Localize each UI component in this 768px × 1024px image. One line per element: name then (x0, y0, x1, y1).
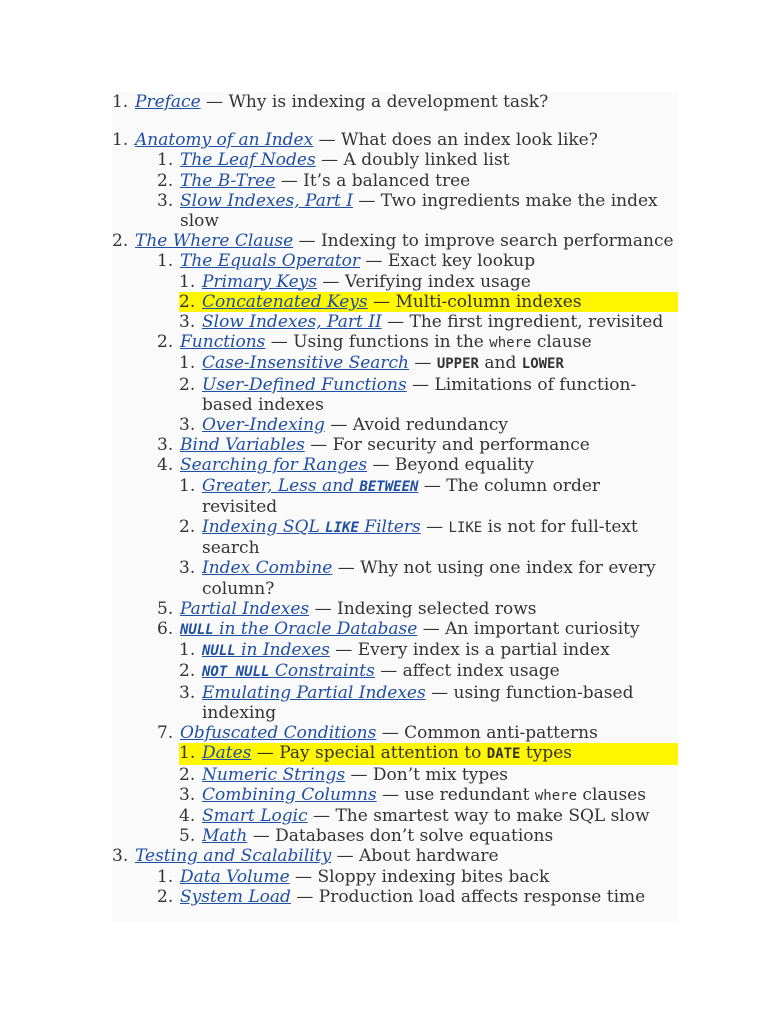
item-number: 5. (179, 826, 196, 847)
separator: — (425, 682, 454, 703)
item-number: 3. (179, 558, 196, 579)
link-text: Filters (358, 517, 421, 538)
item-description: Indexing to improve search performance (320, 231, 674, 252)
item-description-tail: types (520, 743, 572, 764)
separator: — (376, 784, 405, 805)
item-number: 3. (179, 312, 196, 333)
separator: — (304, 435, 333, 456)
item-number: 2. (157, 332, 174, 353)
link-text: in Indexes (235, 640, 330, 661)
toc-subsection (179, 353, 678, 374)
toc-subsection (179, 558, 678, 598)
separator: — (200, 92, 229, 112)
item-description: Why is indexing a development task? (228, 92, 549, 112)
toc-subsection (179, 375, 678, 415)
link-smart-logic[interactable]: Smart Logic (202, 805, 308, 826)
toc-chapter-1 (112, 130, 678, 231)
item-number: 3. (179, 415, 196, 436)
separator: — (374, 661, 403, 682)
link-preface[interactable]: Preface (135, 92, 201, 112)
subsection-list (157, 743, 678, 846)
separator: — (406, 374, 435, 395)
separator: — (317, 271, 345, 292)
item-description: Databases don’t solve equations (275, 826, 554, 847)
item-number: 7. (157, 723, 174, 744)
code-keyword: where (489, 335, 532, 352)
subsection-list (157, 272, 678, 333)
code-keyword: LIKE (325, 520, 359, 537)
toc-section (157, 150, 678, 170)
link-text: Indexing SQL (202, 517, 326, 538)
separator: — (352, 190, 381, 211)
item-description: Verifying index usage (344, 271, 531, 292)
subsection-list (157, 640, 678, 723)
code-keyword: where (534, 787, 578, 804)
separator: — (315, 150, 344, 171)
link-primary-keys[interactable]: Primary Keys (202, 271, 318, 292)
toc-subsection-highlighted (179, 743, 678, 764)
toc-item-preface (112, 92, 678, 112)
toc-section (157, 251, 678, 332)
link-math[interactable]: Math (202, 826, 248, 847)
toc-subsection (179, 312, 678, 332)
item-number: 4. (179, 805, 196, 826)
item-description: Using functions in the (293, 332, 490, 353)
link-anatomy-of-an-index[interactable]: Anatomy of an Index (135, 130, 314, 151)
item-description: Indexing selected rows (336, 598, 537, 619)
link-slow-indexes-part-i[interactable]: Slow Indexes, Part I (180, 190, 353, 211)
item-description: and (478, 353, 522, 374)
item-description: Common anti-patterns (404, 723, 598, 744)
toc-subsection (179, 476, 678, 517)
item-description: Production load affects response time (318, 886, 646, 907)
preface-list (112, 92, 678, 112)
toc-section (157, 887, 678, 907)
toc-subsection (179, 765, 678, 785)
chapter-list (112, 130, 678, 907)
link-not-null-constraints[interactable] (202, 661, 375, 681)
separator: — (381, 312, 410, 333)
item-description: The first ingredient, revisited (409, 312, 664, 333)
item-description: For security and performance (332, 435, 590, 456)
item-description: The column order revisited (202, 475, 601, 517)
link-concatenated-keys[interactable]: Concatenated Keys (202, 291, 368, 312)
link-index-combine[interactable]: Index Combine (202, 558, 333, 579)
code-keyword: NULL (180, 622, 214, 639)
link-the-where-clause[interactable]: The Where Clause (135, 231, 294, 252)
item-number: 1. (179, 353, 196, 374)
section-list (112, 150, 678, 231)
separator: — (332, 558, 361, 579)
item-number: 2. (179, 764, 196, 785)
item-number: 2. (112, 231, 129, 252)
separator: — (247, 826, 276, 847)
toc-subsection (179, 640, 678, 661)
toc-subsection (179, 806, 678, 826)
separator: — (409, 353, 437, 374)
item-description: Exact key lookup (387, 251, 536, 272)
link-functions[interactable]: Functions (180, 332, 266, 353)
separator: — (290, 886, 319, 907)
item-number: 3. (112, 846, 129, 867)
toc-section (157, 599, 678, 619)
item-description: Every index is a partial index (357, 640, 610, 661)
separator: — (329, 640, 358, 661)
item-description: It’s a balanced tree (303, 170, 471, 191)
link-bind-variables[interactable]: Bind Variables (180, 435, 305, 456)
item-number: 2. (179, 291, 196, 312)
separator: — (289, 866, 318, 887)
item-description: About hardware (359, 846, 499, 867)
toc-subsection (179, 661, 678, 682)
item-number: 1. (179, 743, 196, 764)
item-description: A doubly linked list (343, 150, 510, 171)
item-description: Avoid redundancy (352, 415, 508, 436)
toc-section (157, 191, 678, 231)
link-greater-less-between[interactable] (202, 476, 418, 496)
separator: — (367, 455, 395, 476)
item-number: 1. (112, 130, 129, 151)
item-number: 3. (157, 435, 174, 456)
subsection-list (157, 353, 678, 435)
separator: — (251, 743, 280, 764)
toc-section (157, 171, 678, 191)
code-keyword: LIKE (448, 520, 483, 537)
toc-subsection (179, 272, 678, 292)
item-number: 3. (179, 784, 196, 805)
separator: — (367, 291, 396, 312)
section-list (112, 867, 678, 907)
link-system-load[interactable]: System Load (180, 886, 291, 907)
item-description: Why not using one index for every column? (202, 558, 656, 599)
subsection-list (157, 476, 678, 599)
item-number: 2. (157, 886, 174, 907)
toc-section (157, 723, 678, 846)
link-emulating-partial-indexes[interactable]: Emulating Partial Indexes (202, 682, 426, 703)
table-of-contents (112, 92, 678, 922)
toc-section (157, 619, 678, 723)
toc-chapter-2 (112, 231, 678, 846)
link-over-indexing[interactable]: Over-Indexing (202, 415, 325, 436)
separator: — (313, 130, 341, 151)
section-list (112, 251, 678, 846)
item-number: 1. (179, 271, 196, 292)
item-description: using function-based indexing (202, 682, 634, 723)
item-number: 1. (157, 866, 174, 887)
link-indexing-sql-like-filters[interactable] (202, 517, 421, 537)
item-description: affect index usage (402, 661, 560, 682)
toc-section (157, 332, 678, 435)
separator: — (417, 619, 446, 640)
link-combining-columns[interactable]: Combining Columns (202, 784, 377, 805)
item-description: Pay special attention to (279, 743, 487, 764)
separator: — (420, 517, 449, 538)
link-data-volume[interactable]: Data Volume (180, 866, 290, 887)
separator: — (293, 231, 321, 252)
item-number: 5. (157, 598, 174, 619)
item-number: 1. (179, 475, 196, 496)
item-number: 1. (179, 640, 196, 661)
link-user-defined-functions[interactable]: User-Defined Functions (202, 374, 407, 395)
separator: — (376, 723, 405, 744)
toc-subsection (179, 785, 678, 806)
item-number: 4. (157, 455, 174, 476)
link-dates[interactable]: Dates (202, 743, 252, 764)
link-partial-indexes[interactable]: Partial Indexes (180, 598, 310, 619)
toc-subsection (179, 826, 678, 846)
code-keyword: NULL (202, 643, 236, 660)
separator: — (331, 846, 359, 867)
item-description-tail: clauses (577, 784, 646, 805)
item-description: use redundant (404, 784, 535, 805)
code-keyword: UPPER (436, 356, 479, 373)
link-the-equals-operator[interactable]: The Equals Operator (180, 251, 361, 272)
separator: — (324, 415, 353, 436)
separator: — (265, 332, 294, 353)
code-keyword: NOT NULL (202, 664, 270, 681)
item-description: The smartest way to make SQL slow (335, 805, 650, 826)
item-description: Sloppy indexing bites back (317, 866, 550, 887)
link-obfuscated-conditions[interactable]: Obfuscated Conditions (180, 723, 377, 744)
separator: — (345, 764, 373, 785)
item-number: 1. (157, 150, 174, 171)
toc-chapter-3 (112, 846, 678, 907)
item-description: Don’t mix types (372, 764, 509, 785)
toc-subsection (179, 415, 678, 435)
link-text: Constraints (269, 661, 375, 682)
item-description: Two ingredients make the index slow (180, 190, 658, 232)
toc-section (157, 435, 678, 455)
toc-section (157, 867, 678, 887)
item-number: 1. (112, 92, 129, 112)
item-description-tail: clause (531, 332, 592, 353)
link-searching-for-ranges[interactable]: Searching for Ranges (180, 455, 368, 476)
item-description: Limitations of function-based indexes (202, 374, 637, 415)
item-number: 3. (157, 190, 174, 211)
item-number: 2. (179, 661, 196, 682)
item-number: 2. (179, 517, 196, 538)
toc-subsection (179, 517, 678, 558)
item-number: 2. (179, 374, 196, 395)
separator: — (418, 475, 447, 496)
item-number: 6. (157, 619, 174, 640)
item-number: 2. (157, 170, 174, 191)
separator: — (307, 805, 336, 826)
link-the-b-tree[interactable]: The B-Tree (180, 170, 276, 191)
toc-subsection (179, 683, 678, 723)
link-case-insensitive-search[interactable]: Case-Insensitive Search (202, 353, 410, 374)
link-the-leaf-nodes[interactable]: The Leaf Nodes (180, 150, 316, 171)
link-slow-indexes-part-ii[interactable]: Slow Indexes, Part II (202, 312, 382, 333)
link-text: in the Oracle Database (213, 619, 418, 640)
item-number: 1. (157, 251, 174, 272)
item-number: 3. (179, 682, 196, 703)
item-description: is not for full-text search (202, 517, 638, 559)
separator: — (309, 598, 337, 619)
item-description: Beyond equality (394, 455, 534, 476)
separator: — (360, 251, 388, 272)
link-testing-and-scalability[interactable]: Testing and Scalability (135, 846, 332, 867)
link-numeric-strings[interactable]: Numeric Strings (202, 764, 346, 785)
code-keyword: BETWEEN (359, 478, 419, 495)
code-keyword: LOWER (521, 356, 564, 373)
toc-section (157, 455, 678, 598)
item-description: What does an index look like? (340, 130, 598, 151)
separator: — (275, 170, 304, 191)
link-null-in-the-oracle-database[interactable] (180, 619, 417, 639)
link-text: Greater, Less and (202, 475, 360, 496)
item-description: An important curiosity (445, 619, 640, 640)
code-keyword: DATE (486, 746, 521, 763)
link-null-in-indexes[interactable] (202, 640, 330, 660)
item-description: Multi-column indexes (395, 291, 582, 312)
toc-subsection-highlighted (179, 292, 678, 312)
